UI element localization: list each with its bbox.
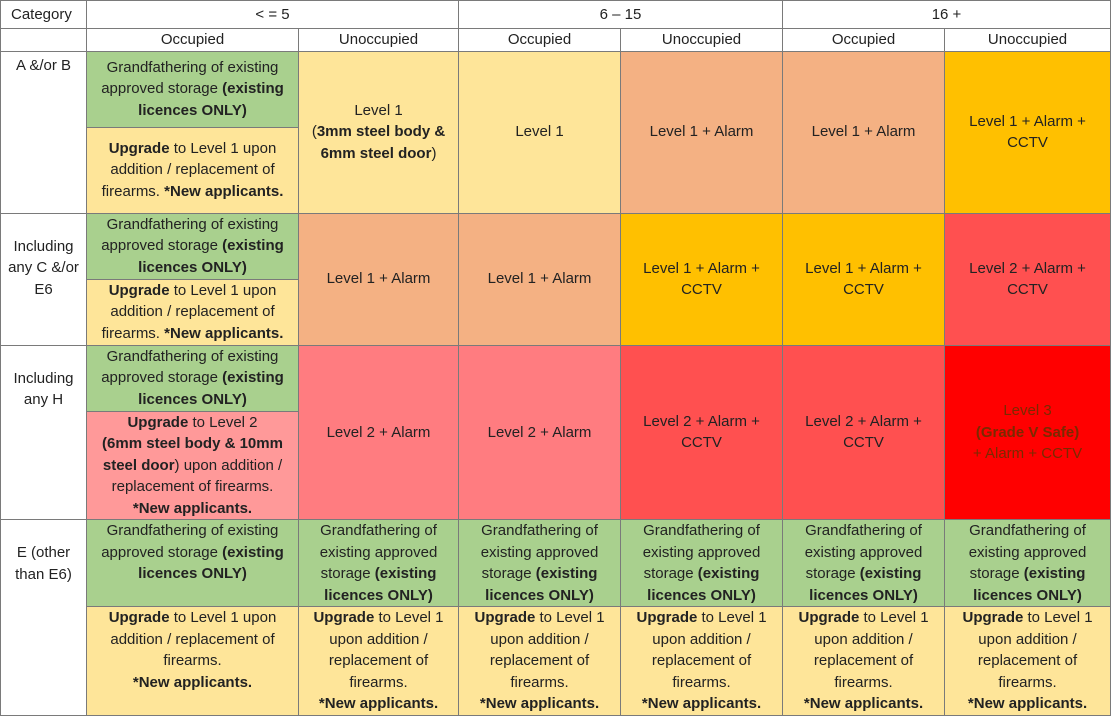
category-header: Category [1, 1, 87, 29]
level-cell: Level 1 + Alarm [299, 213, 459, 345]
category-a-b: A &/or B [1, 51, 87, 213]
level-cell: Level 1 + Alarm [459, 213, 621, 345]
row-c-top [1, 213, 1111, 279]
row-h-top [1, 345, 1111, 411]
level-cell: Level 2 + Alarm + CCTV [783, 345, 945, 520]
blank-category-cell [1, 607, 87, 716]
level-cell: Level 1 + Alarm + CCTV [783, 213, 945, 345]
upgrade-cell: Upgrade to Level 1 upon addition / replacement of firearms. *New applicants. [299, 607, 459, 716]
upgrade-cell: Upgrade to Level 1 upon addition / replacement of firearms. *New applicants. [87, 607, 299, 716]
row-e-bottom [1, 607, 1111, 716]
group-header-16plus: 16 + [783, 1, 1111, 29]
grandfathering-cell: Grandfathering of existing approved storage (existing licences ONLY) [459, 520, 621, 607]
level-cell: Level 1 + Alarm + CCTV [621, 213, 783, 345]
blank-header-cell [1, 29, 87, 52]
header-row-occupancy [1, 29, 1111, 52]
upgrade-cell: Upgrade to Level 1 upon addition / replacement of firearms. *New applicants. [945, 607, 1111, 716]
level-cell: Level 1 [459, 51, 621, 213]
grandfathering-cell: Grandfathering of existing approved storage (existing licences ONLY) [621, 520, 783, 607]
level-cell: Level 2 + Alarm + CCTV [945, 213, 1111, 345]
level-cell: Level 1 + Alarm [783, 51, 945, 213]
grandfathering-cell: Grandfathering of existing approved storage (existing licences ONLY) [87, 345, 299, 411]
level-cell: Level 1 + Alarm [621, 51, 783, 213]
upgrade-cell: Upgrade to Level 2 (6mm steel body & 10mm steel door) upon addition / replacement of firearms. *New applicants. [87, 411, 299, 520]
upgrade-cell: Upgrade to Level 1 upon addition / replacement of firearms. *New applicants. [783, 607, 945, 716]
header-row-groups [1, 1, 1111, 29]
group-header-le5: < = 5 [87, 1, 459, 29]
grandfathering-cell: Grandfathering of existing approved storage (existing licences ONLY) [945, 520, 1111, 607]
category-e: E (other than E6) [1, 520, 87, 607]
occupied-header: Occupied [87, 29, 299, 52]
category-h: Including any H [1, 345, 87, 520]
unoccupied-header: Unoccupied [621, 29, 783, 52]
upgrade-cell: Upgrade to Level 1 upon addition / replacement of firearms. *New applicants. [87, 127, 299, 213]
grandfathering-cell: Grandfathering of existing approved storage (existing licences ONLY) [783, 520, 945, 607]
unoccupied-header: Unoccupied [945, 29, 1111, 52]
occupied-header: Occupied [783, 29, 945, 52]
upgrade-cell: Upgrade to Level 1 upon addition / replacement of firearms. *New applicants. [459, 607, 621, 716]
upgrade-cell: Upgrade to Level 1 upon addition / replacement of firearms. *New applicants. [621, 607, 783, 716]
grandfathering-cell: Grandfathering of existing approved storage (existing licences ONLY) [87, 213, 299, 279]
level-cell: Level 1 + Alarm + CCTV [945, 51, 1111, 213]
grandfathering-cell: Grandfathering of existing approved storage (existing licences ONLY) [87, 51, 299, 127]
upgrade-cell: Upgrade to Level 1 upon addition / replacement of firearms. *New applicants. [87, 279, 299, 345]
unoccupied-header: Unoccupied [299, 29, 459, 52]
grandfathering-cell: Grandfathering of existing approved storage (existing licences ONLY) [87, 520, 299, 607]
grandfathering-cell: Grandfathering of existing approved storage (existing licences ONLY) [299, 520, 459, 607]
group-header-6-15: 6 – 15 [459, 1, 783, 29]
category-c: Including any C &/or E6 [1, 213, 87, 345]
occupied-header: Occupied [459, 29, 621, 52]
level-cell: Level 2 + Alarm [459, 345, 621, 520]
row-a-b-top [1, 51, 1111, 127]
row-e-top [1, 520, 1111, 607]
level-cell: Level 2 + Alarm [299, 345, 459, 520]
level-cell: Level 3 (Grade V Safe) + Alarm + CCTV [945, 345, 1111, 520]
level-cell: Level 2 + Alarm + CCTV [621, 345, 783, 520]
level-cell: Level 1 (3mm steel body & 6mm steel door) [299, 51, 459, 213]
